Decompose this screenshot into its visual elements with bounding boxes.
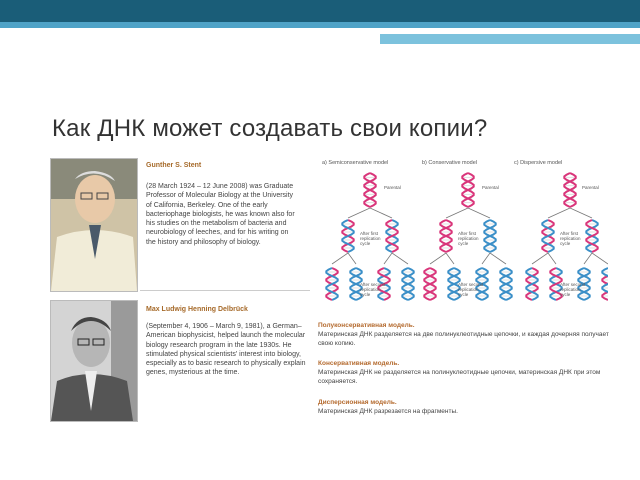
arrow-second-2-2 [584, 253, 592, 264]
model-c-title: c) Dispersive model [514, 160, 563, 166]
bio1-name: Gunther S. Stent [146, 162, 202, 169]
model-a-label-first: After first replication cycle [360, 231, 381, 246]
caption-semiconservative-body: Материнская ДНК разделяется на две полинуклеотидные цепочки, и каждая дочерняя получает свою копию. [318, 331, 609, 347]
arrow-first-0-1 [370, 208, 392, 218]
first-gen-dna-0-0 [342, 220, 353, 252]
arrow-second-0-3 [392, 253, 408, 264]
header-band [0, 0, 640, 22]
model-a-label-second: After second replication cycle [360, 282, 386, 297]
arrow-second-1-0 [430, 253, 446, 264]
parental-dna-1 [462, 173, 473, 207]
bio2-text: (September 4, 1906 – March 9, 1981), a German–American biophysicist, helped launch the molecular biology research program in the late 1930s. He stimulated physical scientists' interest into biology, especially as to basic research to physically explain genes, mysterious at the time. [146, 323, 306, 377]
bio-divider [140, 290, 310, 291]
bio1-text: (28 March 1924 – 12 June 2008) was Graduate Professor of Molecular Biology at the University of California, Berkeley. One of the early bacteriophage biologists, he was known also for his studies on the metabolism of bacteria and neurobiology of leeches, and for his writing on the history and philosophy of biology. [146, 183, 295, 246]
portrait-stent-art [51, 159, 137, 291]
parental-dna-0 [364, 173, 375, 207]
model-b-label-second: After second replication cycle [458, 282, 484, 297]
model-c-label-parental: Parental [582, 185, 599, 190]
caption-dispersive-head: Дисперсионная модель. [318, 399, 397, 406]
model-b-title: b) Conservative model [422, 160, 478, 166]
arrow-second-2-1 [548, 253, 556, 264]
arrow-second-1-1 [446, 253, 454, 264]
arrow-first-0-0 [348, 208, 370, 218]
arrow-first-1-1 [468, 208, 490, 218]
arrow-second-2-3 [592, 253, 608, 264]
arrow-second-0-1 [348, 253, 356, 264]
second-gen-dna-0-0 [326, 268, 337, 300]
bio2-name: Max Ludwig Henning Delbrück [146, 306, 248, 313]
model-b-label-first: After first replication cycle [458, 231, 479, 246]
arrow-second-1-2 [482, 253, 490, 264]
arrow-second-0-2 [384, 253, 392, 264]
second-gen-dna-0-3 [402, 268, 413, 300]
parental-dna-2 [564, 173, 575, 207]
arrow-second-0-0 [332, 253, 348, 264]
portrait-stent [50, 158, 138, 292]
model-c-label-first: After first replication cycle [560, 231, 581, 246]
second-gen-dna-1-3 [500, 268, 511, 300]
portrait-delbruck-art [51, 301, 137, 421]
first-gen-dna-2-0 [542, 220, 553, 252]
arrow-first-2-0 [548, 208, 570, 218]
header-right-bar [380, 34, 640, 44]
arrow-second-1-3 [490, 253, 506, 264]
slide-title: Как ДНК может создавать свои копии? [52, 115, 488, 142]
model-c-label-second: After second replication cycle [560, 282, 586, 297]
portrait-delbruck [50, 300, 138, 422]
model-a-label-parental: Parental [384, 185, 401, 190]
arrow-first-1-0 [446, 208, 468, 218]
model-a-title: a) Semiconservative model [322, 160, 389, 166]
model-b-label-parental: Parental [482, 185, 499, 190]
caption-conservative-head: Консервативная модель. [318, 360, 400, 367]
first-gen-dna-1-0 [440, 220, 451, 252]
arrow-first-2-1 [570, 208, 592, 218]
caption-semiconservative-head: Полуконсервативная модель. [318, 322, 415, 329]
arrow-second-2-0 [532, 253, 548, 264]
caption-dispersive-body: Материнская ДНК разрезается на фрагменты. [318, 408, 458, 415]
second-gen-dna-1-0 [424, 268, 435, 300]
caption-conservative-body: Материнская ДНК не разделяется на полинуклеотидные цепочки, материнская ДНК при этом сохраняется. [318, 369, 601, 385]
second-gen-dna-2-0 [526, 268, 537, 300]
second-gen-dna-2-3 [602, 268, 608, 300]
